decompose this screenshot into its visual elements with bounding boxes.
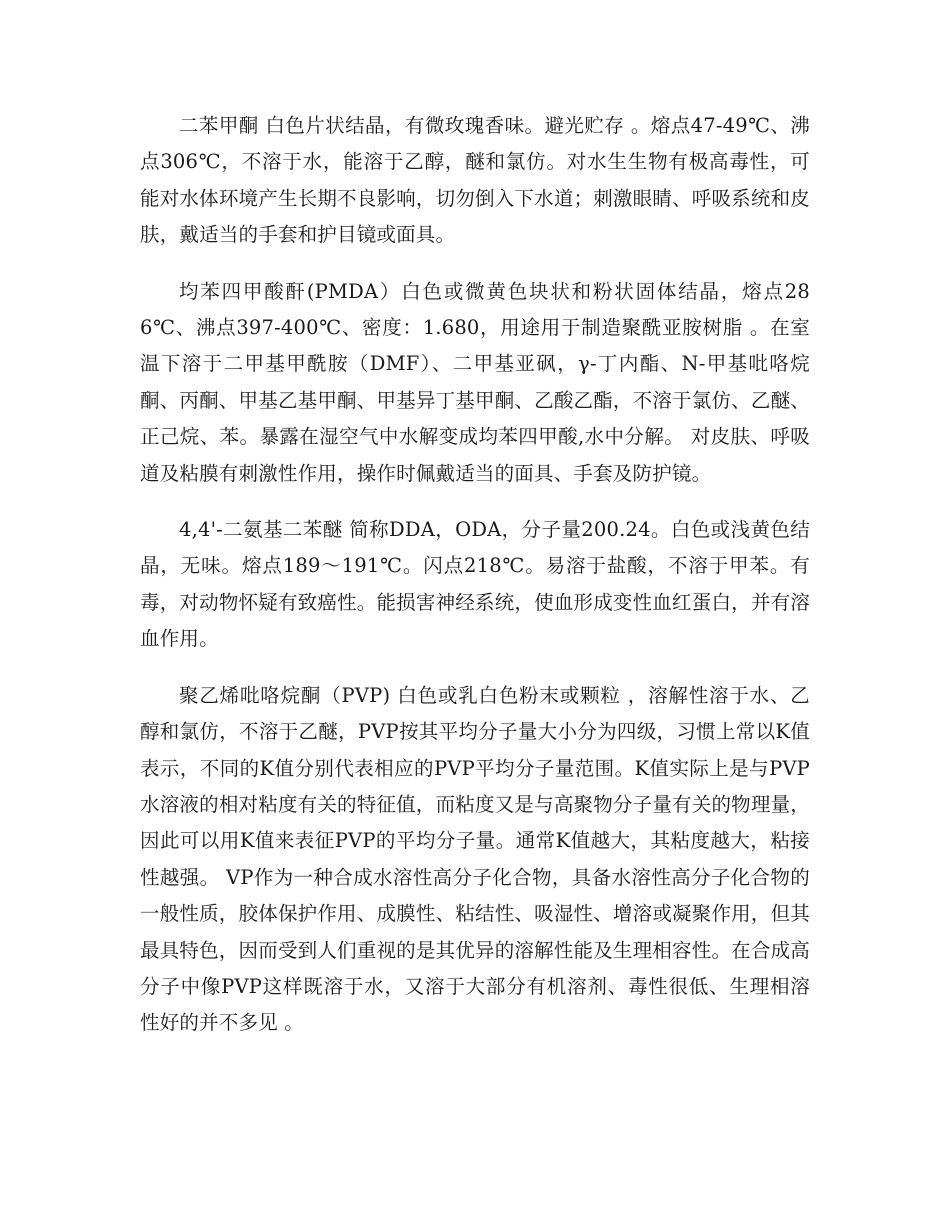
paragraph-oda: 4,4'-二氨基二苯醚 简称DDA，ODA，分子量200.24。白色或浅黄色结晶，无味。熔点189～191℃。闪点218℃。易溶于盐酸，不溶于甲苯。有毒，对动物怀疑有致癌性。能损害神经系统，使血形成变性血红蛋白，并有溶血作用。 [140, 518, 810, 651]
paragraph-benzophenone: 二苯甲酮 白色片状结晶，有微玫瑰香味。避光贮存 。熔点47-49℃、沸点306℃，不溶于水，能溶于乙醇，醚和氯仿。对水生生物有极高毒性，可能对水体环境产生长期不良影响，切勿倒入下水道；刺激眼睛、呼吸系统和皮肤，戴适当的手套和护目镜或面具。 [140, 114, 810, 247]
paragraph-pvp: 聚乙烯吡咯烷酮（PVP) 白色或乳白色粉末或颗粒 ，溶解性溶于水、乙醇和氯仿，不溶于乙醚，PVP按其平均分子量大小分为四级，习惯上常以K值表示，不同的K值分别代表相应的PVP平均分子量范围。K值实际上是与PVP水溶液的相对粘度有关的特征值，而粘度又是与高聚物分子量有关的物理量，因此可以用K值来表征PVP的平均分子量。通常K值越大，其粘度越大，粘接性越强。 VP作为一种合成水溶性高分子化合物，具备水溶性高分子化合物的一般性质，胶体保护作用、成膜性、粘结性、吸湿性、增溶或凝聚作用，但其最具特色，因而受到人们重视的是其优异的溶解性能及生理相容性。在合成高分子中像PVP这样既溶于水，又溶于大部分有机溶剂、毒性很低、生理相溶性好的并不多见 。 [140, 683, 810, 1035]
paragraph-pmda: 均苯四甲酸酐(PMDA）白色或微黄色块状和粉状固体结晶，熔点286℃、沸点397-400℃、密度：1.680，用途用于制造聚酰亚胺树脂 。在室温下溶于二甲基甲酰胺（DMF）、二甲基亚砜，γ-丁内酯、N-甲基吡咯烷酮、丙酮、甲基乙基甲酮、甲基异丁基甲酮、乙酸乙酯，不溶于氯仿、乙醚、正己烷、苯。暴露在湿空气中水解变成均苯四甲酸,水中分解。 对皮肤、呼吸道及粘膜有刺激性作用，操作时佩戴适当的面具、手套及防护镜。 [140, 279, 810, 485]
